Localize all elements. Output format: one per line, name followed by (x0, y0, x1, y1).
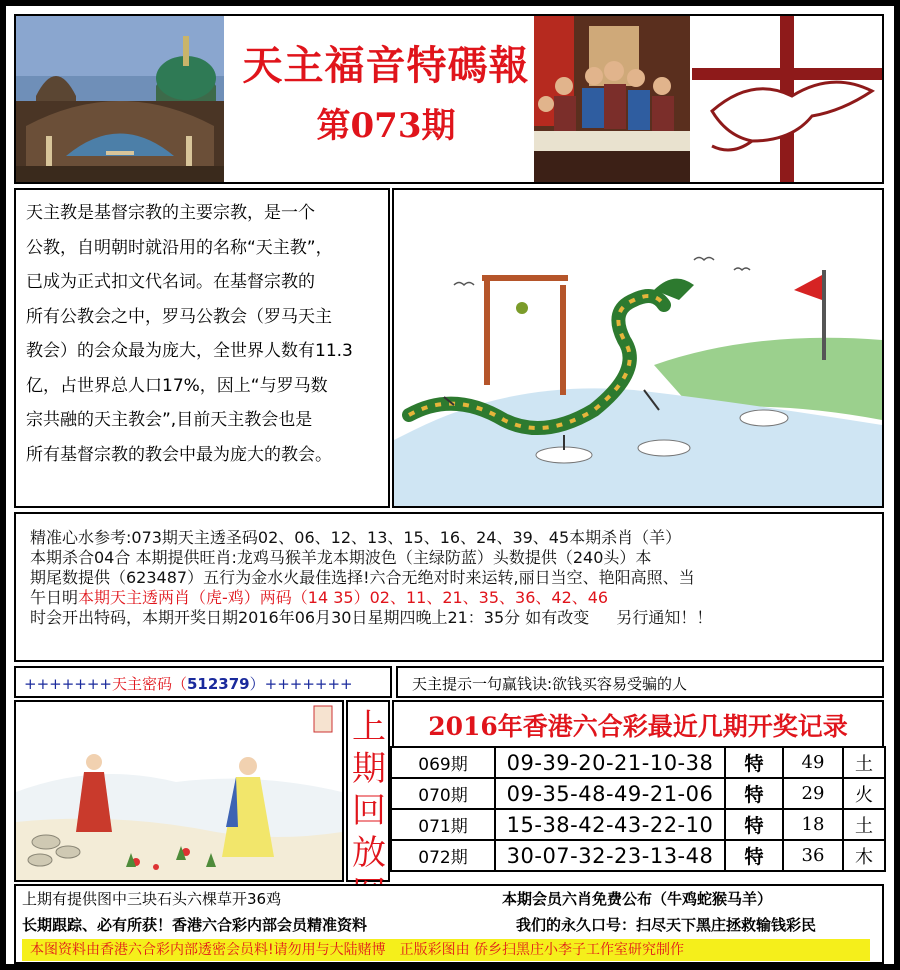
footer-line: 长期跟踪、必有所获！香港六合彩内部会员精准资料 (22, 916, 368, 934)
table-row (391, 840, 885, 871)
replay-label: 上期回放 (352, 707, 386, 873)
result-special-label: 特 (725, 747, 783, 778)
result-issue: 072期 (391, 840, 495, 871)
intro-text-box (14, 188, 390, 508)
intro-line: 天主教是基督宗教的主要宗教，是一个 (26, 203, 315, 223)
result-numbers: 30-07-32-23-13-48 (495, 840, 725, 871)
result-element: 火 (843, 778, 885, 809)
secret-prefix: +++++++ (24, 675, 112, 693)
table-row (391, 778, 885, 809)
result-numbers: 15-38-42-43-22-10 (495, 809, 725, 840)
intro-line: 公教，自明朝时就沿用的名称“天主教”， (26, 237, 333, 258)
secret-code-box (14, 666, 392, 698)
table-row (391, 747, 885, 778)
result-special: 49 (783, 747, 843, 778)
page (6, 6, 894, 964)
notice-box (14, 512, 884, 662)
replay-label-box (346, 700, 390, 882)
result-special-label: 特 (725, 840, 783, 871)
hint-box (396, 666, 884, 698)
notice-line: 期尾数提供（623487）五行为金水火最佳选择!六合无绝对时来运转,丽日当空、艳阳高照、当 (30, 568, 695, 587)
cathedral-image (16, 16, 224, 182)
last-supper-image (534, 16, 690, 182)
cross-dove-icon (692, 16, 882, 182)
result-numbers: 09-39-20-21-10-38 (495, 747, 725, 778)
disclaimer-text: 本图资料由香港六合彩内部透密会员料!请勿用与大陆赌博 正版彩图由 侨乡扫黑庄小李子工作室研究制作 (30, 942, 685, 958)
result-element: 木 (843, 840, 885, 871)
result-issue: 069期 (391, 747, 495, 778)
result-element: 土 (843, 747, 885, 778)
notice-line: 本期杀合04合 本期提供旺肖:龙鸡马猴羊龙本期波色（主绿防蓝）头数提供（240头）本 (30, 548, 652, 567)
notice-line (30, 608, 882, 628)
result-issue: 070期 (391, 778, 495, 809)
result-numbers: 09-35-48-49-21-06 (495, 778, 725, 809)
results-title: 2016年香港六合彩最近几期开奖记录 (428, 712, 848, 741)
issue-number: 第073期 (316, 106, 456, 146)
secret-suffix: ）+++++++ (249, 675, 353, 693)
intro-line: 亿，占世界总人口17%，因上“与罗马数 (26, 375, 328, 396)
result-special-label: 特 (725, 809, 783, 840)
notice-line (30, 588, 882, 608)
footer-line: 本期会员六肖免费公布（牛鸡蛇猴马羊） (502, 890, 773, 908)
notice-highlight: 本期天主透两肖（虎-鸡）两码（14 35）02、11、21、35、36、42、46 (78, 588, 609, 607)
notice-tail: 另行通知！！ (616, 608, 713, 627)
notice-line: 精准心水参考:073期天主透圣码02、06、12、13、15、16、24、39、45本期杀肖（羊） (30, 528, 682, 547)
intro-line: 已成为正式扣文代名词。在基督宗教的 (26, 272, 315, 292)
results-title-box (392, 700, 884, 748)
result-special: 36 (783, 840, 843, 871)
result-issue: 071期 (391, 809, 495, 840)
secret-code: 512379 (187, 675, 250, 693)
result-element: 土 (843, 809, 885, 840)
page-title: 天主福音特碼報 (242, 42, 530, 89)
result-special: 18 (783, 809, 843, 840)
result-special-label: 特 (725, 778, 783, 809)
notice-text: 时会开出特码，本期开奖日期2016年06月30日星期四晚上21：35分 如有改变 (30, 608, 590, 627)
footer-line: 我们的永久口号：扫尽天下黑庄拯救输钱彩民 (516, 916, 817, 934)
notice-text: 午日明 (30, 588, 79, 607)
intro-line: 所有公教会之中，罗马公教会（罗马天主 (26, 306, 332, 327)
result-special: 29 (783, 778, 843, 809)
intro-line: 教会）的会众最为庞大，全世界人数有11.3 (26, 341, 353, 361)
intro-line: 宗共融的天主教会”,目前天主教会也是 (26, 410, 313, 430)
hint-text: 天主提示一句赢钱诀:欲钱买容易受骗的人 (412, 675, 688, 693)
replay-picture (14, 700, 344, 882)
disclaimer-banner (22, 939, 870, 961)
results-table (390, 746, 886, 872)
table-row (391, 809, 885, 840)
intro-line: 所有基督宗教的教会中最为庞大的教会。 (26, 444, 332, 465)
dragon-picture (392, 188, 884, 508)
footer-line: 上期有提供图中三块石头六棵草开36鸡 (22, 890, 282, 908)
secret-label: 天主密码（ (111, 675, 187, 693)
